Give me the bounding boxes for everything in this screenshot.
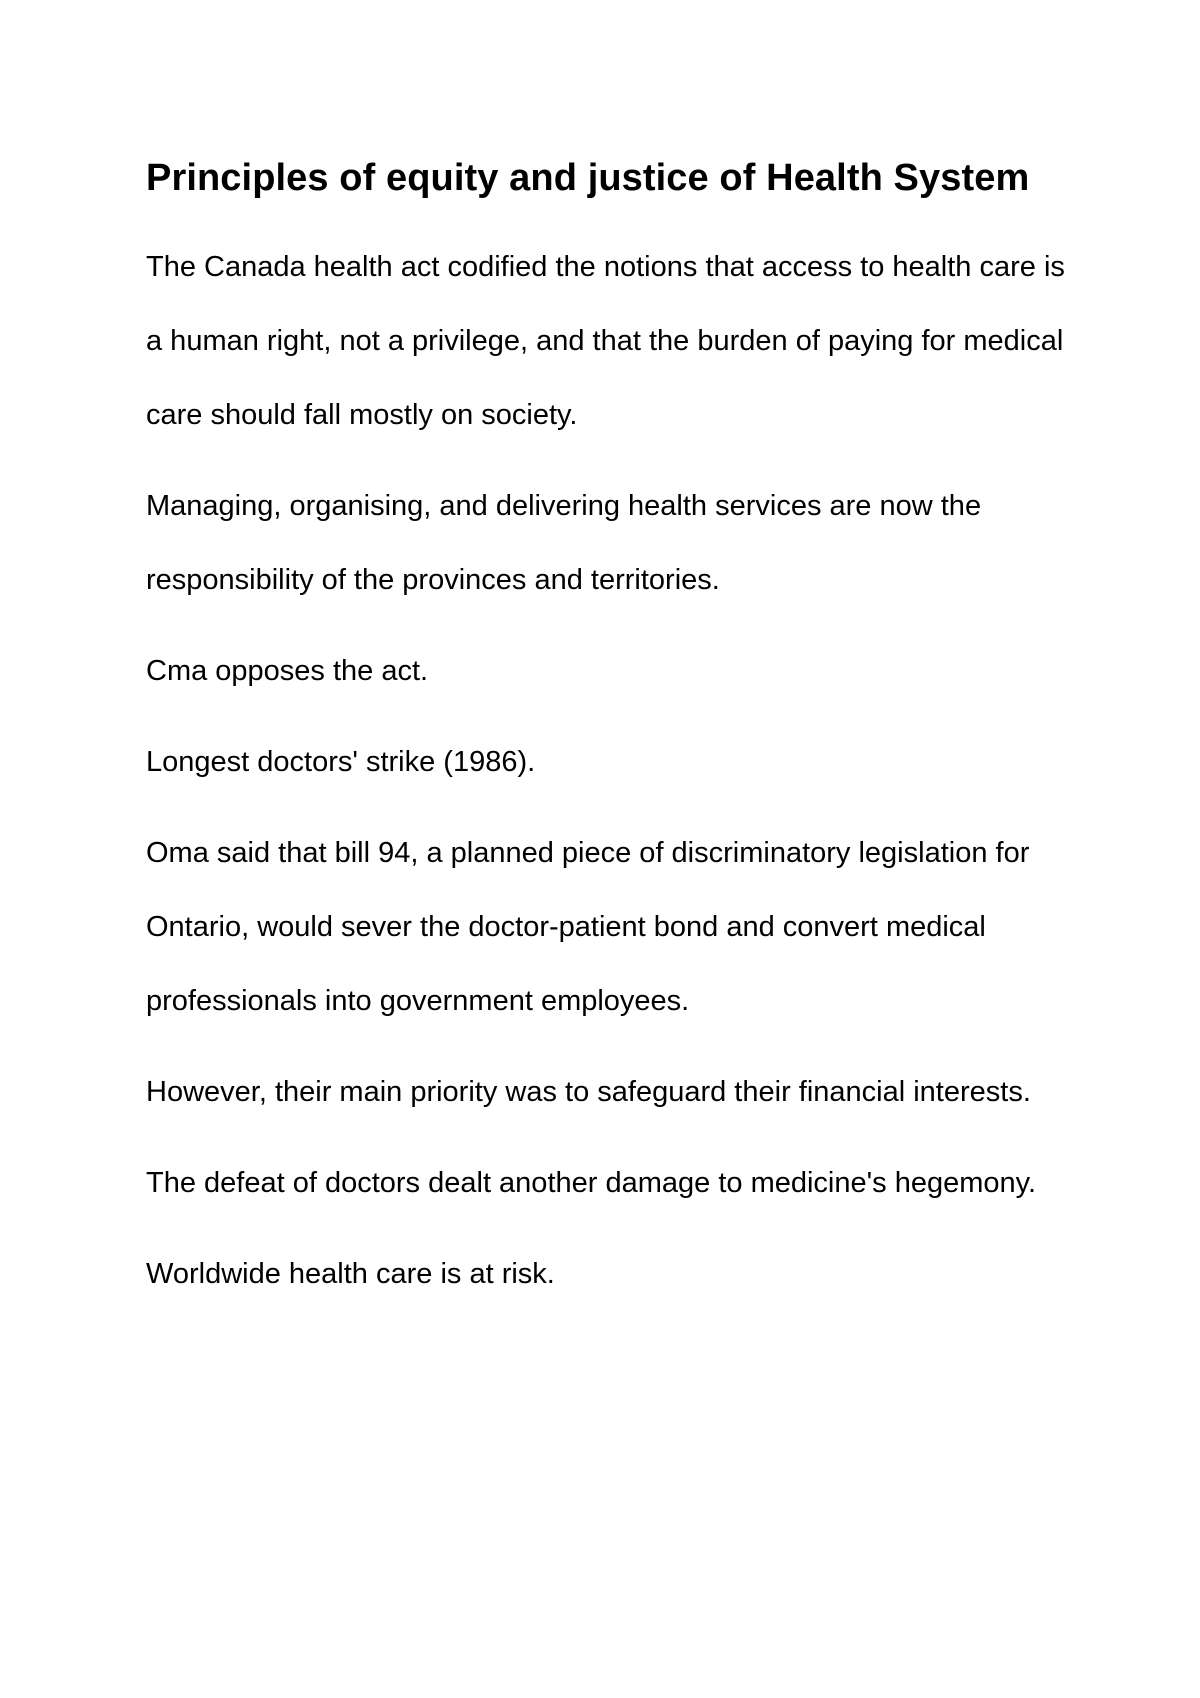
paragraph-cma-opposes: Cma opposes the act.	[146, 655, 429, 687]
paragraph-medicine-hegemony: The defeat of doctors dealt another damage to medicine's hegemony.	[146, 1167, 1037, 1199]
document-body	[146, 132, 1076, 1328]
paragraph-financial-interests: However, their main priority was to safeguard their financial interests.	[146, 1076, 1031, 1108]
paragraph-canada-health-act: The Canada health act codified the notions that access to health care is a human right, not a privilege, and that the burden of paying for medical care should fall mostly on society.	[146, 251, 1065, 431]
paragraph-doctors-strike: Longest doctors' strike (1986).	[146, 746, 536, 778]
paragraph-oma-bill-94: Oma said that bill 94, a planned piece of discriminatory legislation for Ontario, would sever the doctor-patient bond and convert medical professionals into government employees.	[146, 837, 1030, 1017]
paragraph-worldwide-risk: Worldwide health care is at risk.	[146, 1258, 555, 1290]
document-title: Principles of equity and justice of Health System	[146, 157, 1030, 199]
paragraph-provincial-responsibility: Managing, organising, and delivering health services are now the responsibility of the provinces and territories.	[146, 490, 982, 596]
